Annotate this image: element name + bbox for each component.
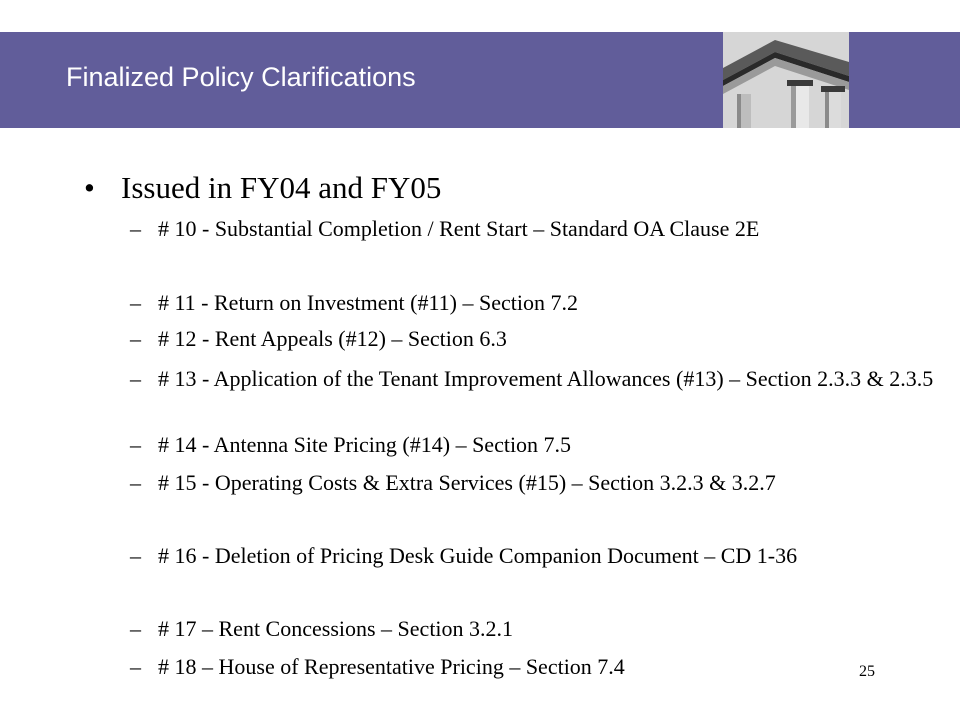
list-item-text: # 12 - Rent Appeals (#12) – Section 6.3: [158, 326, 507, 351]
bullet-symbol: •: [84, 170, 95, 205]
dash-symbol: –: [130, 470, 141, 495]
dash-symbol: –: [130, 326, 141, 351]
list-item-text: # 10 - Substantial Completion / Rent Start – Standard OA Clause 2E: [158, 216, 760, 241]
dash-symbol: –: [130, 366, 141, 391]
list-item-text: # 15 - Operating Costs & Extra Services (#15) – Section 3.2.3 & 3.2.7: [158, 470, 776, 495]
dash-symbol: –: [130, 616, 141, 641]
list-item-text: # 17 – Rent Concessions – Section 3.2.1: [158, 616, 514, 641]
main-bullet-text: Issued in FY04 and FY05: [121, 170, 442, 205]
list-item-text: # 13 - Application of the Tenant Improvement Allowances (#13) – Section 2.3.3 & 2.3.5: [158, 366, 934, 391]
list-item-text: # 16 - Deletion of Pricing Desk Guide Companion Document – CD 1-36: [158, 543, 798, 568]
slide-title: Finalized Policy Clarifications: [66, 62, 416, 92]
dash-symbol: –: [130, 432, 141, 457]
dash-symbol: –: [130, 654, 141, 679]
list-item-text: # 18 – House of Representative Pricing – Section 7.4: [158, 654, 625, 679]
dash-symbol: –: [130, 543, 141, 568]
list-item-text: # 14 - Antenna Site Pricing (#14) – Section 7.5: [158, 432, 572, 457]
dash-symbol: –: [130, 290, 141, 315]
list-item-text: # 11 - Return on Investment (#11) – Section 7.2: [158, 290, 578, 315]
dash-symbol: –: [130, 216, 141, 241]
page-number: 25: [859, 663, 875, 680]
